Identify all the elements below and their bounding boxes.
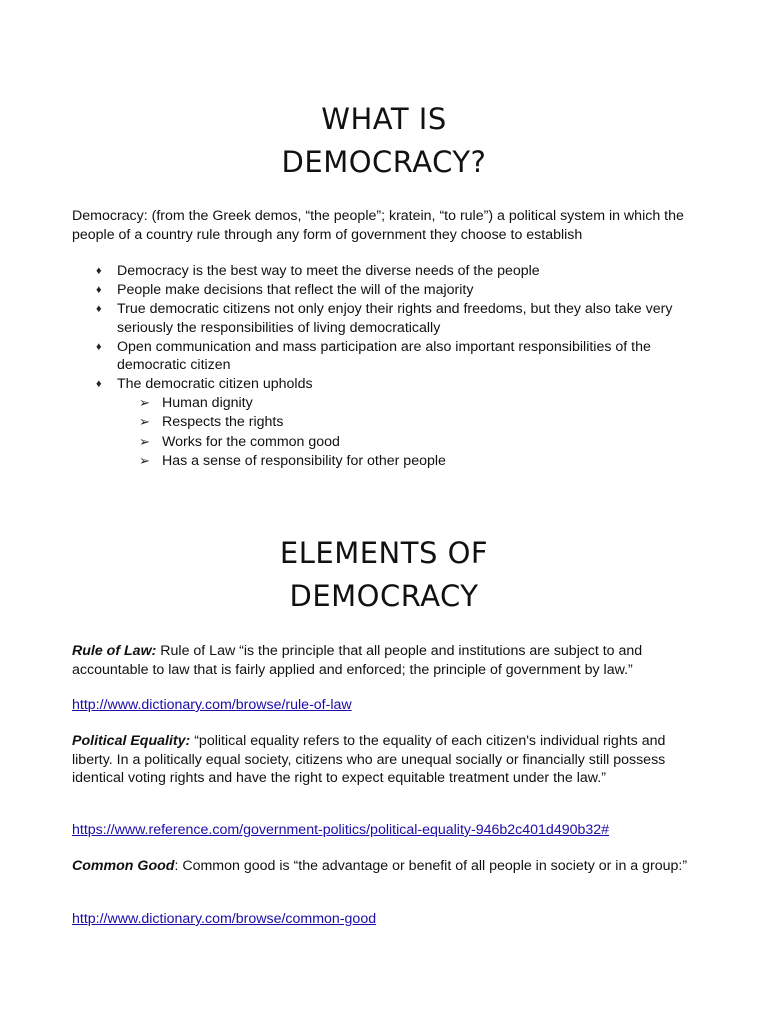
list-item	[72, 300, 697, 337]
term-label: Rule of Law:	[72, 643, 157, 659]
term-definition: “political equality refers to the equality of each citizen's individual rights and liberty. In a politically equal society, citizens who are unequal socially or financially still possess identical voting rights and have the right to expect equitable treatment under the law.”	[72, 733, 666, 786]
term-label: Political Equality:	[72, 733, 191, 749]
arrowhead-icon: ➢	[139, 414, 150, 429]
sublist-item	[117, 394, 697, 413]
arrowhead-icon: ➢	[139, 453, 150, 468]
political-equality-paragraph	[72, 732, 697, 788]
title-line: ELEMENTS OF	[279, 536, 489, 570]
diamond-icon: ♦	[96, 265, 102, 277]
title-line: DEMOCRACY?	[281, 145, 487, 179]
page-title-elements-of-democracy	[0, 532, 768, 618]
list-item-text: True democratic citizens not only enjoy their rights and freedoms, but they also take very seriously the responsibilities of living democratically	[117, 301, 673, 336]
diamond-icon: ♦	[96, 340, 102, 353]
citizen-upholds-sublist	[117, 394, 697, 471]
list-item	[72, 262, 697, 281]
list-item-text: The democratic citizen upholds	[117, 376, 313, 392]
common-good-paragraph	[72, 857, 697, 876]
list-item	[72, 338, 697, 375]
democracy-definition: Democracy: (from the Greek demos, “the people”; kratein, “to rule”) a political system in which the people of a country rule through any form of government they choose to establish	[72, 208, 684, 243]
arrowhead-icon: ➢	[139, 433, 150, 449]
political-equality-link[interactable]: https://www.reference.com/government-politics/political-equality-946b2c401d490b32#	[72, 822, 610, 838]
list-item-text: Open communication and mass participation are also important responsibilities of the democratic citizen	[117, 338, 651, 373]
sublist-item	[117, 452, 697, 471]
list-item-text: Democracy is the best way to meet the diverse needs of the people	[117, 263, 540, 279]
sublist-item-text: Respects the rights	[162, 414, 284, 430]
diamond-icon: ♦	[96, 378, 102, 390]
arrowhead-icon: ➢	[139, 394, 150, 410]
term-label: Common Good	[72, 858, 175, 874]
sublist-item	[117, 413, 697, 432]
sublist-item-text: Works for the common good	[162, 433, 340, 450]
term-definition: : Common good is “the advantage or benefit of all people in society or in a group:”	[174, 858, 688, 874]
title-line: WHAT IS	[321, 102, 447, 136]
democracy-bullet-list	[72, 262, 697, 472]
page-title-what-is-democracy	[0, 98, 768, 184]
diamond-icon: ♦	[96, 303, 102, 315]
list-item	[72, 281, 697, 300]
sublist-item	[117, 433, 697, 452]
diamond-icon: ♦	[96, 284, 102, 296]
title-line: DEMOCRACY	[289, 579, 479, 613]
list-item-text: People make decisions that reflect the will of the majority	[117, 282, 474, 298]
sublist-item-text: Human dignity	[162, 394, 253, 411]
list-item	[72, 375, 697, 471]
common-good-link[interactable]: http://www.dictionary.com/browse/common-good	[72, 911, 377, 927]
sublist-item-text: Has a sense of responsibility for other people	[162, 453, 446, 469]
rule-of-law-link[interactable]: http://www.dictionary.com/browse/rule-of-law	[72, 697, 352, 713]
term-definition: Rule of Law “is the principle that all people and institutions are subject to and accountable to law that is fairly applied and enforced; the principle of government by law.”	[72, 643, 643, 678]
rule-of-law-paragraph	[72, 642, 697, 679]
